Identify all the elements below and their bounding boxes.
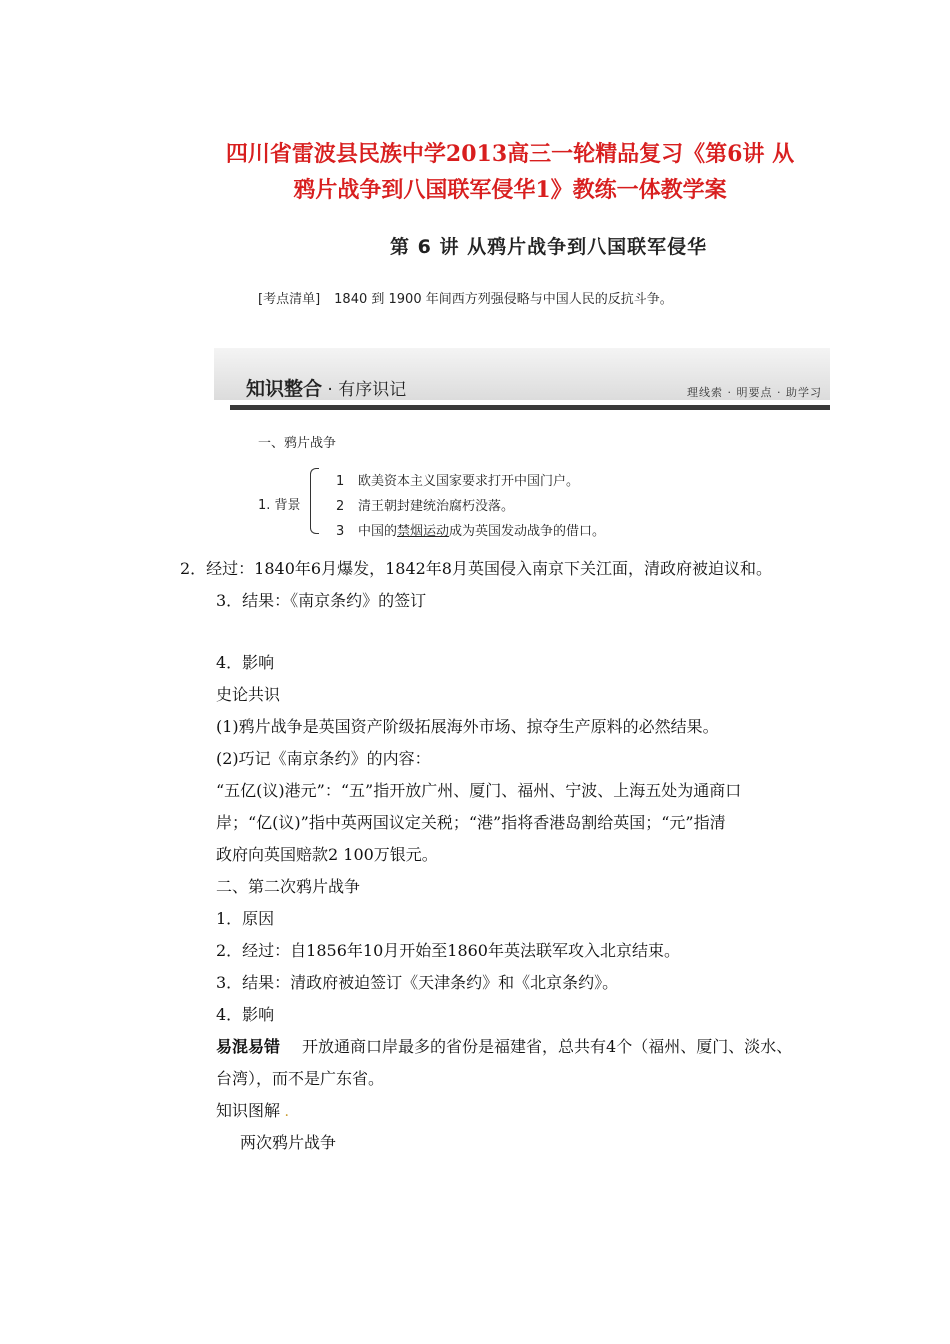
text-line: “五亿(议)港元”：“五”指开放广州、厦门、福州、宁波、上海五处为通商口 [216,781,742,800]
easy-mistake-label: 易混易错 [216,1037,281,1056]
mark-icon: . [280,1104,289,1120]
text-line: 4．影响 [216,653,275,672]
text-line: 1．原因 [216,909,275,928]
embedded-textbook-image [214,212,830,544]
checklist-text: 1840 到 1900 年间西方列强侵略与中国人民的反抗斗争。 [334,292,673,307]
text-line: 3．结果：《南京条约》的签订 [216,591,427,610]
reason-item: 1 欧美资本主义国家要求打开中国门户。 [336,474,580,489]
band-title [246,374,406,401]
background-label: 1. 背景 [258,498,301,513]
text-line: 3．结果：清政府被迫签订《天津条约》和《北京条约》。 [216,973,619,992]
exam-checklist [258,288,673,307]
text-line: 知识图解 . [216,1101,289,1120]
text-line: (2)巧记《南京条约》的内容： [216,749,431,768]
band-title-sub: · 有序识记 [322,380,407,400]
lecture-title: 第 6 讲 从鸦片战争到八国联军侵华 [390,236,708,258]
text-line: (1)鸦片战争是英国资产阶级拓展海外市场、掠夺生产原料的必然结果。 [216,717,719,736]
reason-item: 3 中国的禁烟运动成为英国发动战争的借口。 [336,524,606,539]
title-line-1: 四川省雷波县民族中学2013高三一轮精品复习《第6讲 从 [225,141,795,167]
text-line: 4．影响 [216,1005,275,1024]
text-line: 易混易错 开放通商口岸最多的省份是福建省，总共有4个（福州、厦门、淡水、 [216,1037,793,1056]
opium-war-heading: 一、鸦片战争 [258,436,337,451]
text-line: 政府向英国赔款2 100万银元。 [216,845,438,864]
brace [310,468,319,534]
text-line: 2．经过：自1856年10月开始至1860年英法联军攻入北京结束。 [216,941,680,960]
text-line: 两次鸦片战争 [240,1133,337,1152]
band-title-main: 知识整合 [246,378,323,400]
document-title [190,136,830,208]
text-line: 台湾），而不是广东省。 [216,1069,385,1088]
band-slogan: 理线索 · 明要点 · 助学习 [687,386,822,399]
band-divider [230,405,830,410]
text-line: 二、第二次鸦片战争 [216,877,361,896]
underlined-term: 禁烟运动 [397,524,450,539]
text-line: 岸；“亿(议)”指中英两国议定关税；“港”指将香港岛割给英国；“元”指清 [216,813,726,832]
text-line: 2．经过：1840年6月爆发，1842年8月英国侵入南京下关江面，清政府被迫议和。 [180,559,772,578]
reason-item: 2 清王朝封建统治腐朽没落。 [336,499,515,514]
checklist-tag: [考点清单] [258,292,321,307]
title-line-2: 鸦片战争到八国联军侵华1》教练一体教学案 [293,177,727,203]
text-line: 史论共识 [216,685,281,704]
